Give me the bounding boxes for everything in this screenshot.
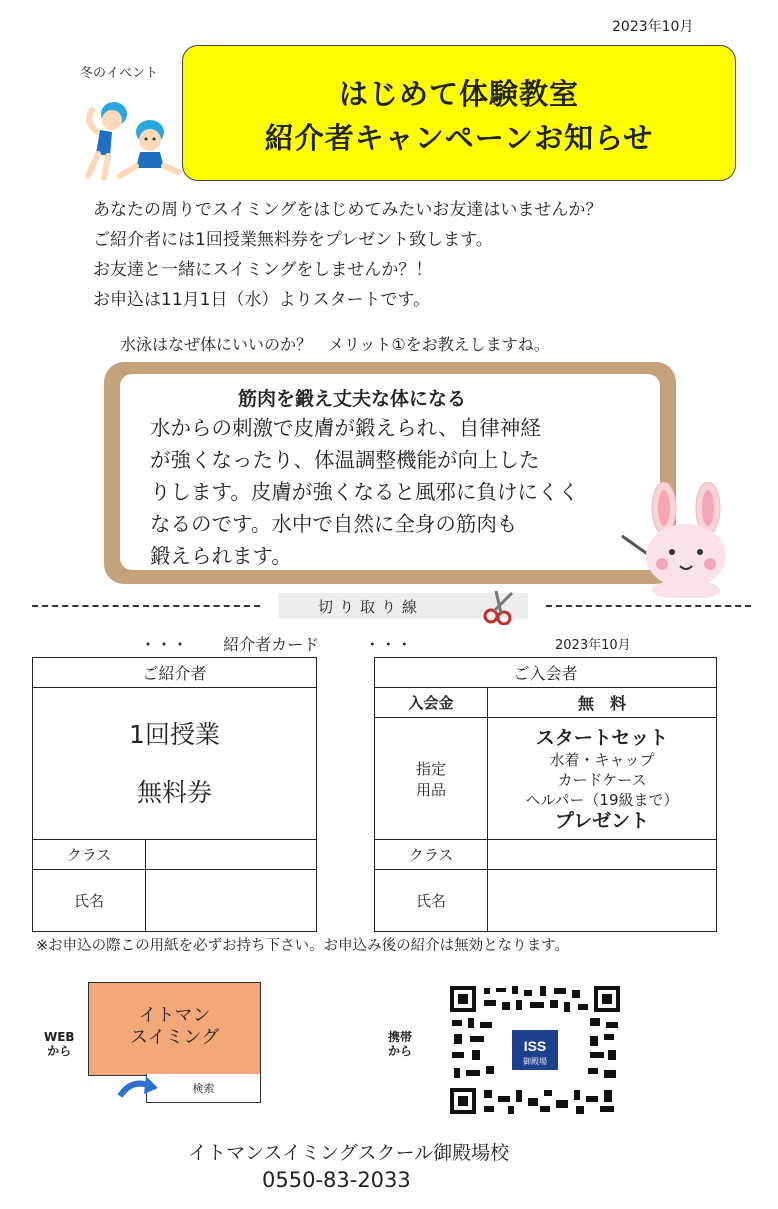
merit-title: 筋肉を鍛え丈夫な体になる	[238, 388, 467, 410]
card-heading: 紹介者カード	[223, 635, 320, 654]
start-set-present: プレゼント	[554, 809, 650, 832]
swimmer-stretching-icon	[88, 102, 127, 178]
page-title-line1: はじめて体験教室	[338, 77, 579, 111]
event-label: 冬のイベント	[80, 66, 159, 81]
cut-line-label: 切り取り線	[318, 598, 424, 616]
qr-code-icon[interactable]	[450, 986, 620, 1114]
title-banner	[182, 45, 736, 181]
header-date: 2023年10月	[612, 19, 694, 35]
goods-label-line2: 用品	[415, 780, 446, 799]
member-name-field[interactable]	[488, 870, 717, 932]
card-dots-left: ・・・	[140, 635, 189, 654]
member-class-label: クラス	[375, 840, 488, 870]
merit-board-inner	[120, 374, 660, 570]
merit-body: 水からの刺激で皮膚が鍛えられ、自律神経 が強くなったり、体温調整機能が向上した りします。皮膚が強くなると風邪に負けにくく なるのです。水中で自然に全身の筋肉も 鍛えられます。	[150, 416, 579, 568]
rabbit-teacher-icon	[616, 482, 746, 598]
start-set-cell	[488, 718, 717, 840]
qr-logo-text: ISS	[523, 1038, 547, 1054]
qr-logo-sub: 御殿場	[523, 1057, 547, 1066]
web-search-term	[89, 1005, 260, 1049]
page-title-line2: 紹介者キャンペーンお知らせ	[264, 121, 654, 155]
member-name-label: 氏名	[375, 870, 488, 932]
cut-line-right	[546, 605, 751, 607]
referrer-class-label: クラス	[33, 840, 146, 870]
scissors-icon	[482, 589, 518, 625]
intro-line: あなたの周りでスイミングをはじめてみたいお友達はいませんか？	[93, 200, 603, 220]
search-button-label: 検索	[192, 1082, 215, 1095]
web-search-box[interactable]	[88, 982, 261, 1076]
intro-line: お申込は11月1日（水）よりスタートです。	[93, 290, 431, 310]
referrer-name-field[interactable]	[146, 870, 317, 932]
intro-line: お友達と一緒にスイミングをしませんか？！	[93, 260, 433, 280]
swimmers-illustration	[70, 92, 182, 180]
ticket-line2: 無料券	[136, 777, 212, 807]
merit-question: 水泳はなぜ体にいいのか？ メリット①をお教えしますね。	[120, 335, 550, 354]
start-set-item: カードケース	[557, 770, 647, 789]
member-card	[374, 657, 717, 932]
card-dots-right: ・・・	[364, 635, 413, 654]
mobile-from-label	[388, 1030, 412, 1058]
start-set-item: ヘルパー（19級まで）	[525, 790, 679, 809]
mobile-from-line1: 携帯	[388, 1030, 413, 1044]
start-set-title: スタートセット	[535, 726, 669, 749]
cut-tag	[278, 593, 528, 619]
cut-line-left	[32, 605, 260, 607]
free-ticket-cell	[33, 688, 317, 840]
footnote: ※お申込の際この用紙を必ずお持ち下さい。お申込み後の紹介は無効となります。	[36, 938, 569, 954]
card-heading-row	[140, 632, 412, 655]
merit-board	[104, 362, 676, 584]
web-from-line2: から	[47, 1044, 72, 1058]
start-set-item: 水着・キャップ	[549, 750, 655, 769]
fee-value: 無 料	[488, 688, 717, 718]
goods-label-line1: 指定	[415, 759, 446, 778]
referrer-name-label: 氏名	[33, 870, 146, 932]
phone-number[interactable]: 0550-83-2033	[262, 1168, 411, 1192]
school-name: イトマンスイミングスクール御殿場校	[188, 1142, 510, 1164]
goods-label	[375, 718, 488, 840]
referrer-class-field[interactable]	[146, 840, 317, 870]
web-from-line1: WEB	[44, 1030, 75, 1044]
intro-line: ご紹介者には1回授業無料券をプレゼント致します。	[93, 230, 493, 250]
web-from-label	[44, 1030, 75, 1058]
ticket-line1: 1回授業	[129, 719, 220, 749]
swimmer-sitting-icon	[120, 120, 178, 176]
member-header: ご入会者	[375, 658, 717, 688]
card-date: 2023年10月	[555, 638, 631, 653]
intro-text	[93, 195, 602, 315]
referrer-card	[32, 657, 317, 932]
web-search-term-line2: スイミング	[129, 1027, 220, 1048]
web-search-term-line1: イトマン	[138, 1005, 211, 1026]
mobile-from-line2: から	[388, 1044, 413, 1058]
referrer-header: ご紹介者	[33, 658, 317, 688]
curved-arrow-icon	[116, 1074, 160, 1100]
search-button[interactable]	[146, 1074, 261, 1103]
fee-label: 入会金	[375, 688, 488, 718]
member-class-field[interactable]	[488, 840, 717, 870]
